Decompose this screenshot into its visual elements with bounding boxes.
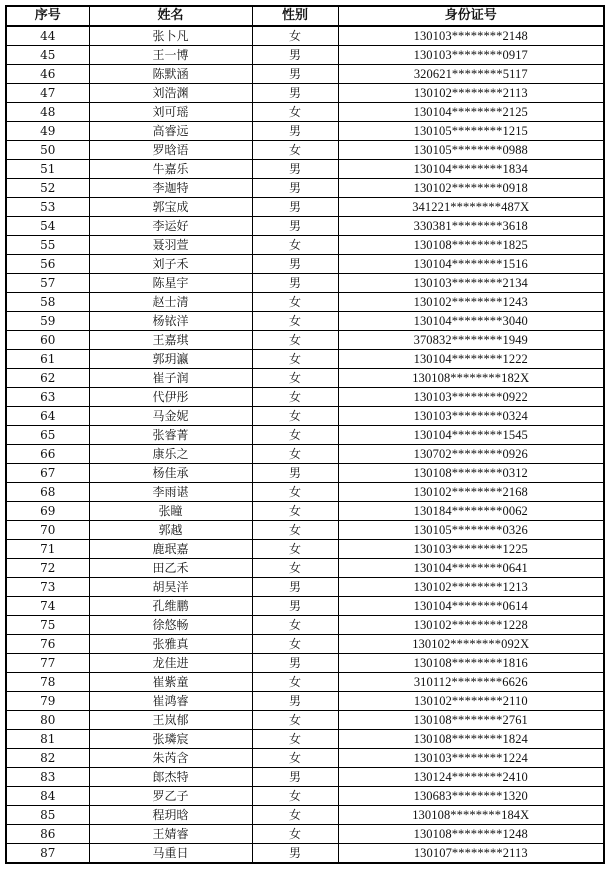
cell-name: 崔紫童 [89,673,252,692]
table-row [6,768,604,787]
table-row [6,673,604,692]
cell-gender: 女 [252,407,338,426]
cell-gender: 女 [252,141,338,160]
cell-gender: 女 [252,331,338,350]
cell-gender: 女 [252,521,338,540]
cell-index: 84 [6,787,89,806]
cell-index: 58 [6,293,89,312]
cell-index: 72 [6,559,89,578]
cell-index: 57 [6,274,89,293]
cell-name: 张璘宸 [89,730,252,749]
cell-name: 刘浩渊 [89,84,252,103]
cell-id-number: 341221********487X [338,198,604,217]
cell-id-number: 130103********0922 [338,388,604,407]
cell-name: 康乐之 [89,445,252,464]
cell-index: 63 [6,388,89,407]
table-row [6,540,604,559]
table-row [6,26,604,46]
cell-index: 61 [6,350,89,369]
cell-gender: 男 [252,179,338,198]
cell-gender: 男 [252,274,338,293]
cell-index: 48 [6,103,89,122]
table-row [6,825,604,844]
cell-name: 罗乙子 [89,787,252,806]
table-row [6,559,604,578]
cell-name: 张睿菁 [89,426,252,445]
cell-index: 50 [6,141,89,160]
table-row [6,217,604,236]
cell-id-number: 130108********1824 [338,730,604,749]
cell-id-number: 130104********0641 [338,559,604,578]
table-row [6,464,604,483]
cell-gender: 女 [252,236,338,255]
cell-gender: 女 [252,483,338,502]
cell-name: 田乙禾 [89,559,252,578]
cell-index: 81 [6,730,89,749]
cell-index: 65 [6,426,89,445]
cell-gender: 男 [252,464,338,483]
cell-gender: 女 [252,312,338,331]
cell-id-number: 320621********5117 [338,65,604,84]
cell-id-number: 130104********3040 [338,312,604,331]
table-row [6,179,604,198]
cell-name: 王嘉琪 [89,331,252,350]
header-row [6,6,604,26]
cell-index: 82 [6,749,89,768]
table-row [6,312,604,331]
cell-id-number: 130184********0062 [338,502,604,521]
cell-id-number: 130104********1834 [338,160,604,179]
table-row [6,502,604,521]
cell-name: 朱芮含 [89,749,252,768]
roster-body [6,26,604,863]
table-row [6,103,604,122]
cell-id-number: 130107********2113 [338,844,604,864]
cell-gender: 女 [252,616,338,635]
cell-id-number: 130104********1516 [338,255,604,274]
cell-gender: 女 [252,26,338,46]
cell-id-number: 130104********0614 [338,597,604,616]
cell-index: 69 [6,502,89,521]
cell-gender: 女 [252,730,338,749]
table-row [6,141,604,160]
cell-id-number: 130108********182X [338,369,604,388]
cell-id-number: 130102********0918 [338,179,604,198]
cell-name: 王一博 [89,46,252,65]
table-row [6,65,604,84]
table-row [6,711,604,730]
cell-gender: 男 [252,84,338,103]
cell-name: 罗晗语 [89,141,252,160]
cell-id-number: 130104********1222 [338,350,604,369]
table-row [6,293,604,312]
cell-name: 马金妮 [89,407,252,426]
cell-name: 龙佳进 [89,654,252,673]
cell-name: 胡昊洋 [89,578,252,597]
cell-gender: 女 [252,825,338,844]
cell-index: 44 [6,26,89,46]
table-row [6,597,604,616]
table-row [6,369,604,388]
table-row [6,236,604,255]
cell-index: 46 [6,65,89,84]
table-row [6,635,604,654]
cell-gender: 女 [252,749,338,768]
cell-gender: 女 [252,103,338,122]
cell-id-number: 130105********0988 [338,141,604,160]
cell-name: 刘子禾 [89,255,252,274]
cell-index: 83 [6,768,89,787]
cell-gender: 女 [252,426,338,445]
cell-index: 52 [6,179,89,198]
cell-gender: 女 [252,369,338,388]
cell-name: 程玥晗 [89,806,252,825]
cell-gender: 男 [252,654,338,673]
cell-index: 45 [6,46,89,65]
cell-name: 鹿珉嘉 [89,540,252,559]
cell-index: 47 [6,84,89,103]
cell-id-number: 130102********2168 [338,483,604,502]
cell-id-number: 130104********2125 [338,103,604,122]
cell-name: 张雅真 [89,635,252,654]
table-row [6,331,604,350]
cell-gender: 男 [252,255,338,274]
cell-id-number: 130102********1213 [338,578,604,597]
cell-name: 陈默涵 [89,65,252,84]
cell-index: 66 [6,445,89,464]
cell-gender: 女 [252,540,338,559]
cell-index: 78 [6,673,89,692]
table-row [6,445,604,464]
table-row [6,730,604,749]
cell-name: 徐悠畅 [89,616,252,635]
cell-index: 56 [6,255,89,274]
cell-gender: 女 [252,388,338,407]
cell-id-number: 130104********1545 [338,426,604,445]
cell-index: 74 [6,597,89,616]
cell-index: 60 [6,331,89,350]
cell-index: 68 [6,483,89,502]
cell-name: 陈星宇 [89,274,252,293]
table-row [6,749,604,768]
cell-gender: 男 [252,46,338,65]
cell-id-number: 130124********2410 [338,768,604,787]
cell-id-number: 130102********092X [338,635,604,654]
cell-id-number: 370832********1949 [338,331,604,350]
cell-name: 郭越 [89,521,252,540]
cell-name: 王岚郁 [89,711,252,730]
cell-id-number: 130103********2134 [338,274,604,293]
cell-gender: 女 [252,806,338,825]
table-row [6,578,604,597]
cell-name: 张卜凡 [89,26,252,46]
cell-gender: 女 [252,711,338,730]
cell-index: 86 [6,825,89,844]
cell-name: 刘可瑶 [89,103,252,122]
cell-id-number: 330381********3618 [338,217,604,236]
cell-index: 55 [6,236,89,255]
table-row [6,46,604,65]
cell-name: 杨佳承 [89,464,252,483]
table-row [6,198,604,217]
cell-name: 李雨谌 [89,483,252,502]
cell-name: 崔子润 [89,369,252,388]
cell-id-number: 130683********1320 [338,787,604,806]
cell-name: 张瞳 [89,502,252,521]
cell-id-number: 130108********1248 [338,825,604,844]
cell-id-number: 130102********2113 [338,84,604,103]
cell-index: 77 [6,654,89,673]
cell-index: 53 [6,198,89,217]
cell-name: 高睿远 [89,122,252,141]
cell-gender: 女 [252,559,338,578]
table-row [6,350,604,369]
cell-index: 54 [6,217,89,236]
table-row [6,654,604,673]
cell-gender: 男 [252,198,338,217]
cell-gender: 女 [252,502,338,521]
cell-id-number: 130105********0326 [338,521,604,540]
cell-gender: 女 [252,445,338,464]
cell-index: 76 [6,635,89,654]
cell-id-number: 130108********1825 [338,236,604,255]
cell-id-number: 130102********1243 [338,293,604,312]
cell-id-number: 130102********2110 [338,692,604,711]
cell-id-number: 130103********1224 [338,749,604,768]
cell-id-number: 130102********1228 [338,616,604,635]
header-name: 姓名 [89,6,252,26]
cell-index: 67 [6,464,89,483]
cell-name: 杨铱洋 [89,312,252,331]
cell-id-number: 130105********1215 [338,122,604,141]
cell-index: 87 [6,844,89,864]
cell-name: 孔维鹏 [89,597,252,616]
cell-gender: 女 [252,350,338,369]
cell-name: 马重日 [89,844,252,864]
cell-id-number: 130108********1816 [338,654,604,673]
header-id-number: 身份证号 [338,6,604,26]
cell-index: 80 [6,711,89,730]
cell-id-number: 130103********0917 [338,46,604,65]
table-row [6,787,604,806]
cell-index: 71 [6,540,89,559]
cell-name: 代伊彤 [89,388,252,407]
header-index: 序号 [6,6,89,26]
cell-index: 51 [6,160,89,179]
cell-gender: 男 [252,122,338,141]
table-row [6,692,604,711]
table-row [6,160,604,179]
cell-id-number: 130108********184X [338,806,604,825]
table-row [6,616,604,635]
cell-name: 崔鸿睿 [89,692,252,711]
cell-gender: 女 [252,673,338,692]
cell-name: 赵士清 [89,293,252,312]
cell-index: 62 [6,369,89,388]
cell-index: 85 [6,806,89,825]
table-row [6,407,604,426]
table-row [6,122,604,141]
table-row [6,521,604,540]
cell-name: 郭宝成 [89,198,252,217]
table-row [6,388,604,407]
cell-index: 64 [6,407,89,426]
roster-table [5,5,605,864]
cell-gender: 男 [252,160,338,179]
cell-gender: 男 [252,578,338,597]
table-row [6,84,604,103]
cell-name: 王婧睿 [89,825,252,844]
cell-name: 郭玥瀛 [89,350,252,369]
cell-gender: 男 [252,768,338,787]
cell-index: 59 [6,312,89,331]
cell-gender: 女 [252,635,338,654]
cell-index: 79 [6,692,89,711]
cell-name: 牛嘉乐 [89,160,252,179]
cell-id-number: 130103********1225 [338,540,604,559]
cell-name: 李迦特 [89,179,252,198]
cell-gender: 女 [252,787,338,806]
cell-index: 75 [6,616,89,635]
cell-gender: 男 [252,217,338,236]
table-row [6,255,604,274]
cell-id-number: 130103********0324 [338,407,604,426]
roster-table-container [5,5,605,864]
cell-index: 70 [6,521,89,540]
cell-name: 聂羽萱 [89,236,252,255]
cell-gender: 男 [252,597,338,616]
cell-name: 郎杰特 [89,768,252,787]
header-gender: 性别 [252,6,338,26]
cell-id-number: 310112********6626 [338,673,604,692]
cell-index: 49 [6,122,89,141]
table-row [6,426,604,445]
cell-id-number: 130108********2761 [338,711,604,730]
table-row [6,483,604,502]
cell-id-number: 130103********2148 [338,26,604,46]
cell-index: 73 [6,578,89,597]
table-row [6,806,604,825]
table-row [6,844,604,864]
cell-name: 李运好 [89,217,252,236]
cell-gender: 男 [252,844,338,864]
cell-gender: 男 [252,692,338,711]
cell-gender: 女 [252,293,338,312]
cell-id-number: 130108********0312 [338,464,604,483]
table-row [6,274,604,293]
cell-id-number: 130702********0926 [338,445,604,464]
cell-gender: 男 [252,65,338,84]
